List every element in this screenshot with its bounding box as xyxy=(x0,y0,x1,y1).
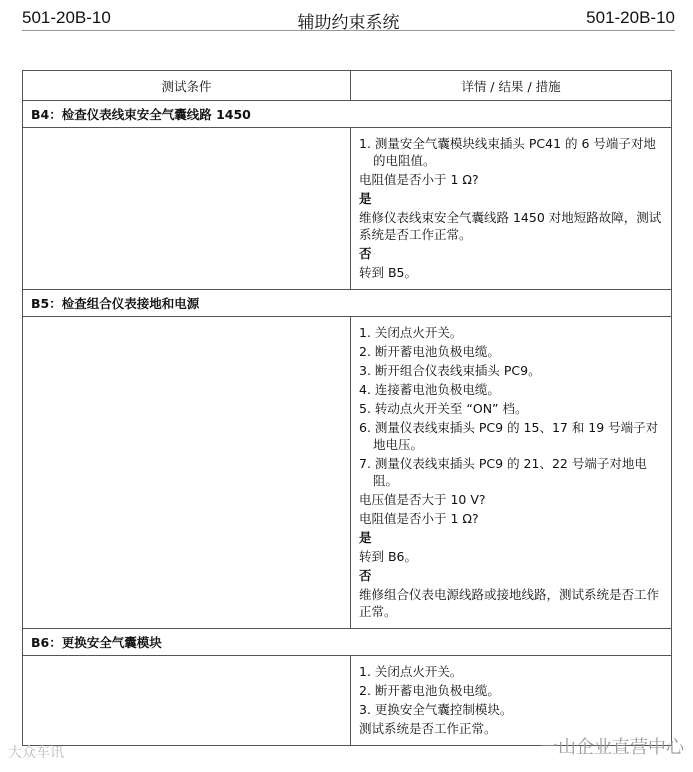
detail-line: 1. 关闭点火开关。 xyxy=(359,664,463,679)
page-title: 辅助约束系统 xyxy=(297,13,400,32)
doc-code-left: 501-20B-10 xyxy=(22,8,111,27)
diagnostic-table xyxy=(22,70,672,746)
detail-line: 4. 连接蓄电池负极电缆。 xyxy=(359,382,500,397)
detail-line: 5. 转动点火开关至 “ON” 档。 xyxy=(359,401,528,416)
detail-line: 1. 测量安全气囊模块线束插头 PC41 的 6 号端子对地的电阻值。 xyxy=(359,136,656,168)
detail-line: 电阻值是否小于 1 Ω? xyxy=(359,511,479,526)
detail-line: 测试系统是否工作正常。 xyxy=(359,721,497,736)
detail-line: 否 xyxy=(359,246,372,261)
detail-line: 3. 更换安全气囊控制模块。 xyxy=(359,702,513,717)
detail-line: 转到 B5。 xyxy=(359,265,418,280)
detail-line: 2. 断开蓄电池负极电缆。 xyxy=(359,344,500,359)
detail-line: 否 xyxy=(359,568,372,583)
section-b6-details xyxy=(351,656,672,746)
section-b6-title: B6：更换安全气囊模块 xyxy=(23,629,672,656)
section-b5-title: B5：检查组合仪表接地和电源 xyxy=(23,290,672,317)
detail-line: 是 xyxy=(359,191,372,206)
section-b5-details xyxy=(351,317,672,629)
detail-line: 2. 断开蓄电池负极电缆。 xyxy=(359,683,500,698)
watermark-left: 大众车讯 xyxy=(8,745,64,761)
detail-line: 维修组合仪表电源线路或接地线路，测试系统是否工作正常。 xyxy=(359,587,660,619)
doc-code-right: 501-20B-10 xyxy=(586,8,675,27)
section-b4-title: B4：检查仪表线束安全气囊线路 1450 xyxy=(23,101,672,128)
detail-line: 电压值是否大于 10 V? xyxy=(359,492,486,507)
section-b4-details xyxy=(351,128,672,290)
col-header-condition: 测试条件 xyxy=(23,71,351,101)
detail-line: 转到 B6。 xyxy=(359,549,418,564)
detail-line: 6. 测量仪表线束插头 PC9 的 15、17 和 19 号端子对地电压。 xyxy=(359,420,659,452)
detail-line: 3. 断开组合仪表线束插头 PC9。 xyxy=(359,363,541,378)
detail-line: 7. 测量仪表线束插头 PC9 的 21、22 号端子对地电阻。 xyxy=(359,456,647,488)
watermark-right: 一山企业直营中心 xyxy=(540,737,684,758)
detail-line: 是 xyxy=(359,530,372,545)
col-header-details: 详情 / 结果 / 措施 xyxy=(351,71,672,101)
detail-line: 维修仪表线束安全气囊线路 1450 对地短路故障，测试系统是否工作正常。 xyxy=(359,210,662,242)
page-header xyxy=(22,6,675,31)
detail-line: 电阻值是否小于 1 Ω? xyxy=(359,172,479,187)
detail-line: 1. 关闭点火开关。 xyxy=(359,325,463,340)
